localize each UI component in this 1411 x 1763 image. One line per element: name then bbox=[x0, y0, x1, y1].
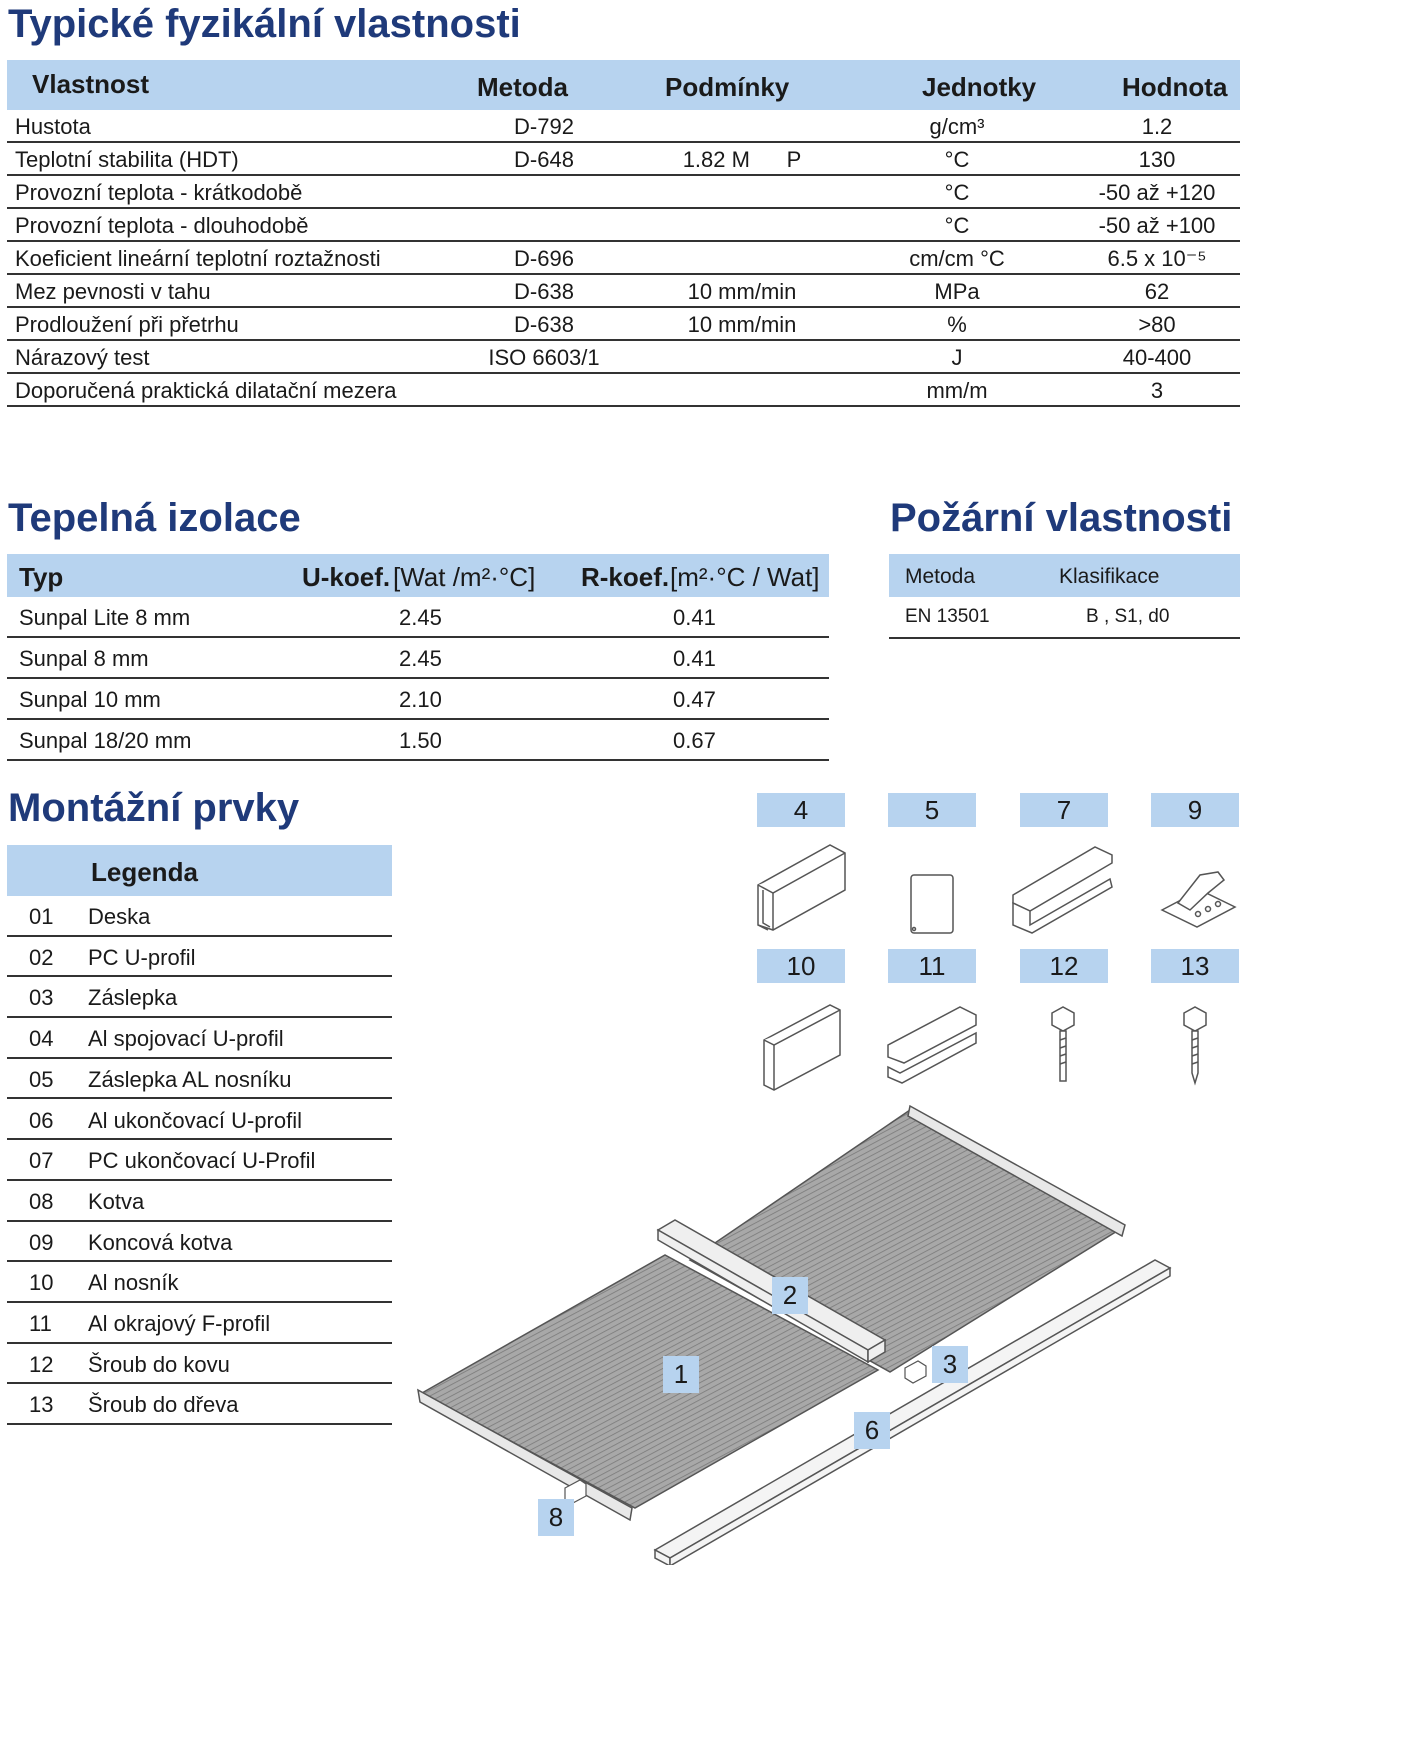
phys-cell-prop: Provozní teplota - dlouhodobě bbox=[15, 213, 309, 238]
fire-header-method: Metoda bbox=[905, 565, 976, 588]
legend-num: 10 bbox=[29, 1270, 54, 1296]
phys-header-value: Hodnota bbox=[1122, 72, 1228, 102]
thermal-title: Tepelná izolace bbox=[8, 496, 301, 540]
phys-cell-value: 3 bbox=[1150, 378, 1164, 403]
assembly-drawing bbox=[400, 1100, 1190, 1565]
thermal-header-r: R-koef. bbox=[581, 562, 670, 592]
phys-cell-value: >80 bbox=[1138, 312, 1176, 337]
legend-num: 02 bbox=[29, 944, 54, 970]
phys-header-cond: Podmínky bbox=[665, 72, 790, 102]
legend-label: Záslepka bbox=[88, 985, 178, 1011]
legend-label: PC U-profil bbox=[88, 944, 196, 970]
fire-cell-class: B , S1, d0 bbox=[1086, 606, 1170, 627]
phys-cell-method: D-792 bbox=[514, 114, 574, 139]
phys-cell-prop: Prodloužení při přetrhu bbox=[15, 312, 239, 337]
phys-cell-prop: Teplotní stabilita (HDT) bbox=[15, 147, 239, 172]
part-label-badge: 5 bbox=[888, 793, 976, 827]
legend-num: 05 bbox=[29, 1066, 54, 1092]
phys-table bbox=[7, 60, 1240, 408]
u-profile-7-drawing bbox=[1013, 847, 1112, 933]
thermal-cell-type: Sunpal 10 mm bbox=[19, 687, 161, 712]
legend-num: 12 bbox=[29, 1351, 54, 1377]
phys-cell-value: 6.5 x 10⁻⁵ bbox=[1107, 246, 1207, 271]
legend-row bbox=[7, 1018, 392, 1059]
legend-num: 09 bbox=[29, 1229, 54, 1255]
legend-label: Koncová kotva bbox=[88, 1229, 233, 1255]
part-label-badge: 9 bbox=[1151, 793, 1239, 827]
phys-row bbox=[7, 374, 1240, 407]
legend-num: 11 bbox=[29, 1311, 52, 1336]
thermal-cell-u: 1.50 bbox=[399, 728, 442, 753]
thermal-cell-type: Sunpal 18/20 mm bbox=[19, 728, 192, 753]
phys-cell-unit: °C bbox=[944, 180, 970, 205]
phys-header bbox=[7, 60, 1240, 110]
legend-label: Deska bbox=[88, 904, 151, 929]
legend-row bbox=[7, 1059, 392, 1100]
phys-cell-unit: MPa bbox=[934, 279, 980, 304]
legend-header-label: Legenda bbox=[91, 857, 198, 887]
phys-cell-method: D-638 bbox=[514, 312, 574, 337]
phys-cell-unit: g/cm³ bbox=[929, 114, 985, 139]
legend-row bbox=[7, 1344, 392, 1385]
legend-table bbox=[7, 845, 392, 1429]
part-label-badge: 4 bbox=[757, 793, 845, 827]
legend-num: 03 bbox=[29, 985, 54, 1011]
phys-cell-value: -50 až +120 bbox=[1098, 180, 1216, 205]
legend-num: 13 bbox=[29, 1392, 54, 1418]
phys-cell-unit: mm/m bbox=[926, 378, 988, 403]
phys-row bbox=[7, 209, 1240, 242]
part-label-badge: 13 bbox=[1151, 949, 1239, 983]
wood-screw-13-drawing bbox=[1184, 1007, 1206, 1083]
thermal-cell-r: 0.67 bbox=[673, 728, 716, 753]
thermal-header-r-unit: [m²·°C / Wat] bbox=[670, 562, 820, 592]
legend-row bbox=[7, 896, 392, 937]
phys-cell-value: 130 bbox=[1138, 147, 1176, 172]
legend-row bbox=[7, 977, 392, 1018]
end-anchor-9-drawing bbox=[1162, 872, 1235, 927]
phys-cell-method: D-696 bbox=[514, 246, 574, 271]
phys-cell-value: 40-400 bbox=[1122, 345, 1192, 370]
phys-cell-method: ISO 6603/1 bbox=[488, 345, 600, 370]
thermal-row bbox=[7, 638, 829, 679]
phys-row bbox=[7, 242, 1240, 275]
thermal-row bbox=[7, 720, 829, 761]
legend-label: Al okrajový F-profil bbox=[88, 1311, 271, 1336]
thermal-cell-u: 2.10 bbox=[399, 687, 442, 712]
part-label-badge: 10 bbox=[757, 949, 845, 983]
metal-screw-12-drawing bbox=[1052, 1007, 1074, 1081]
al-beam-10-drawing bbox=[764, 1005, 840, 1090]
phys-cell-prop: Doporučená praktická dilatační mezera bbox=[15, 378, 397, 403]
phys-cell-unit: J bbox=[951, 345, 963, 370]
phys-cell-cond: 1.82 M P bbox=[682, 147, 802, 172]
phys-row bbox=[7, 176, 1240, 209]
phys-cell-value: -50 až +100 bbox=[1098, 213, 1216, 238]
part-label-badge: 7 bbox=[1020, 793, 1108, 827]
fire-header bbox=[889, 554, 1240, 597]
thermal-cell-u: 2.45 bbox=[399, 605, 442, 630]
mount-title: Montážní prvky bbox=[8, 786, 300, 830]
assembly-label-badge: 3 bbox=[932, 1346, 968, 1383]
legend-label: Al spojovací U-profil bbox=[88, 1026, 284, 1052]
legend-label: PC ukončovací U-Profil bbox=[88, 1148, 316, 1174]
phys-cell-value: 1.2 bbox=[1141, 114, 1173, 139]
u-profile-4-drawing bbox=[758, 845, 845, 930]
phys-row bbox=[7, 110, 1240, 143]
legend-label: Al nosník bbox=[88, 1270, 179, 1296]
assembly-label-badge: 1 bbox=[663, 1356, 699, 1393]
phys-cell-prop: Hustota bbox=[15, 114, 91, 139]
thermal-cell-type: Sunpal Lite 8 mm bbox=[19, 605, 191, 630]
legend-label: Šroub do kovu bbox=[88, 1351, 230, 1377]
legend-row bbox=[7, 1262, 392, 1303]
legend-row bbox=[7, 1100, 392, 1141]
thermal-table bbox=[7, 554, 829, 762]
fire-cell-method: EN 13501 bbox=[905, 606, 990, 627]
phys-header-unit: Jednotky bbox=[922, 72, 1037, 102]
part-label-badge: 11 bbox=[888, 949, 976, 983]
legend-label: Šroub do dřeva bbox=[88, 1392, 239, 1418]
legend-num: 04 bbox=[29, 1026, 54, 1052]
fire-title: Požární vlastnosti bbox=[890, 496, 1233, 540]
phys-title: Typické fyzikální vlastnosti bbox=[8, 2, 521, 46]
assembly-label-badge: 6 bbox=[854, 1412, 890, 1449]
legend-header bbox=[7, 845, 392, 896]
legend-num: 08 bbox=[29, 1188, 54, 1214]
legend-num: 01 bbox=[29, 904, 54, 929]
phys-row bbox=[7, 143, 1240, 176]
phys-cell-value: 62 bbox=[1144, 279, 1170, 304]
legend-row bbox=[7, 1140, 392, 1181]
legend-row bbox=[7, 1222, 392, 1263]
phys-header-prop: Vlastnost bbox=[32, 69, 150, 99]
legend-row bbox=[7, 1181, 392, 1222]
assembly-label-badge: 2 bbox=[772, 1277, 808, 1314]
thermal-cell-type: Sunpal 8 mm bbox=[19, 646, 149, 671]
phys-row bbox=[7, 341, 1240, 374]
thermal-cell-r: 0.41 bbox=[673, 646, 716, 671]
phys-cell-prop: Koeficient lineární teplotní roztažnosti bbox=[15, 246, 381, 271]
phys-cell-cond: 10 mm/min bbox=[687, 279, 797, 304]
phys-header-method: Metoda bbox=[477, 72, 568, 102]
phys-cell-method: D-648 bbox=[514, 147, 574, 172]
phys-row bbox=[7, 275, 1240, 308]
thermal-header-u-unit: [Wat /m²·°C] bbox=[393, 562, 536, 592]
thermal-cell-r: 0.47 bbox=[673, 687, 716, 712]
legend-num: 07 bbox=[29, 1148, 54, 1174]
legend-label: Záslepka AL nosníku bbox=[88, 1066, 292, 1092]
legend-num: 06 bbox=[29, 1107, 54, 1133]
thermal-row bbox=[7, 597, 829, 638]
phys-cell-cond: 10 mm/min bbox=[687, 312, 797, 337]
phys-cell-method: D-638 bbox=[514, 279, 574, 304]
phys-cell-prop: Provozní teplota - krátkodobě bbox=[15, 180, 303, 205]
phys-cell-unit: % bbox=[947, 312, 967, 337]
parts-drawings bbox=[750, 835, 1250, 1095]
thermal-row bbox=[7, 679, 829, 720]
thermal-cell-u: 2.45 bbox=[399, 646, 442, 671]
end-cap-5-drawing bbox=[911, 875, 953, 933]
legend-row bbox=[7, 1303, 392, 1344]
part-label-badge: 12 bbox=[1020, 949, 1108, 983]
legend-row bbox=[7, 937, 392, 978]
phys-cell-prop: Nárazový test bbox=[15, 345, 150, 370]
phys-row bbox=[7, 308, 1240, 341]
assembly-label-badge: 8 bbox=[538, 1499, 574, 1536]
thermal-header-type: Typ bbox=[19, 562, 64, 592]
phys-cell-prop: Mez pevnosti v tahu bbox=[15, 279, 211, 304]
thermal-header bbox=[7, 554, 829, 597]
thermal-cell-r: 0.41 bbox=[673, 605, 716, 630]
f-profile-11-drawing bbox=[888, 1007, 976, 1083]
legend-row bbox=[7, 1384, 392, 1425]
thermal-header-u: U-koef. bbox=[302, 562, 391, 592]
phys-cell-unit: cm/cm °C bbox=[909, 246, 1005, 271]
fire-table bbox=[889, 554, 1240, 640]
assembly-cap bbox=[905, 1361, 926, 1383]
phys-cell-unit: °C bbox=[944, 213, 970, 238]
legend-label: Al ukončovací U-profil bbox=[88, 1107, 302, 1133]
fire-header-class: Klasifikace bbox=[1059, 565, 1160, 588]
legend-label: Kotva bbox=[88, 1188, 145, 1214]
fire-row bbox=[889, 597, 1240, 639]
phys-cell-unit: °C bbox=[944, 147, 970, 172]
